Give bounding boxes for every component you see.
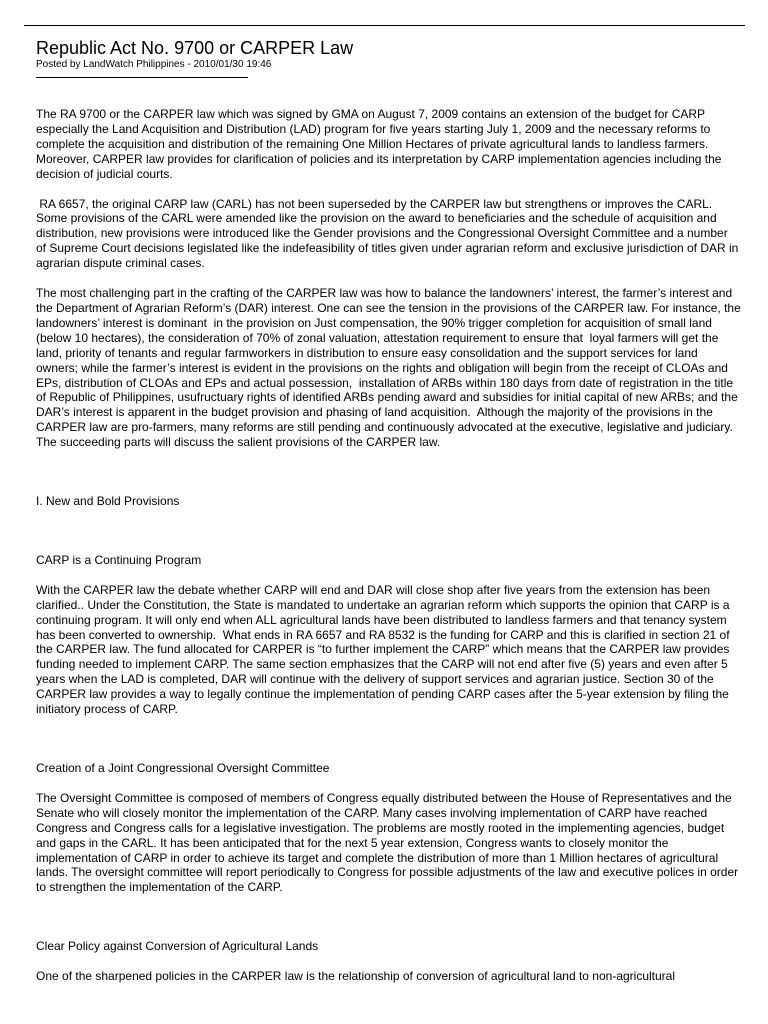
- section-body-continuing-program: With the CARPER law the debate whether CARP will end and DAR will close shop after five years from the extension has been clarified.. Under the Constitution, the State is mandated to undertake an agrarian reform which supports the opinion that CARP is a continuing program. It will only end when ALL agricultural lands have been distributed to landless farmers and that tenancy system has been converted to ownership. What ends in RA 6657 and RA 8532 is the funding for CARP and this is clarified in section 21 of the CARPER law. The fund allocated for CARPER is “to further implement the CARP” which means that the CARPER law provides funding needed to implement CARP. The same section emphasizes that the CARP will not end after five (5) years and even after 5 years when the LAD is completed, DAR will continue with the delivery of support services and agrarian justice. Section 30 of the CARPER law provides a way to legally continue the implementation of pending CARP cases after the 5-year extension by filing the initiatory process of CARP.: [36, 582, 733, 717]
- part-heading: I. New and Bold Provisions: [36, 494, 180, 509]
- article-byline: Posted by LandWatch Philippines - 2010/01/30 19:46: [36, 59, 272, 70]
- top-rule: [24, 25, 745, 26]
- section-heading-conversion-policy: Clear Policy against Conversion of Agricultural Lands: [36, 939, 319, 954]
- section-body-conversion-policy: One of the sharpened policies in the CARPER law is the relationship of conversion of agricultural land to non-agricultural: [36, 969, 676, 984]
- section-body-oversight-committee: The Oversight Committee is composed of members of Congress equally distributed between the House of Representatives and the Senate who will closely monitor the implementation of the CARP. Many cases involving implementation of CARP have reached Congress and Congress calls for a legislative investigation. The problems are mostly rooted in the implementing agencies, budget and gaps in the CARL. It has been anticipated that for the next 5 year extension, Congress wants to closely monitor the implementation of CARP in order to achieve its target and complete the distribution of more than 1 Million hectares of agricultural lands. The oversight committee will report periodically to Congress for possible adjustments of the law and executive polices in order to strengthen the implementation of the CARP.: [36, 790, 742, 895]
- intro-paragraph-2: RA 6657, the original CARP law (CARL) has not been superseded by the CARPER law but strengthens or improves the CARL. Some provisions of the CARL were amended like the provision on the award to beneficiaries and the schedule of acquisition and distribution, new provisions were introduced like the Gender provisions and the Congressional Oversight Committee and a number of Supreme Court decisions legislated like the indefeasibility of titles given under agrarian reform and exclusive jurisdiction of DAR in agrarian dispute criminal cases.: [36, 196, 742, 271]
- section-heading-continuing-program: CARP is a Continuing Program: [36, 552, 202, 567]
- intro-paragraph-1: The RA 9700 or the CARPER law which was signed by GMA on August 7, 2009 contains an extension of the budget for CARP especially the Land Acquisition and Distribution (LAD) program for five years starting July 1, 2009 and the necessary reforms to complete the acquisition and distribution of the remaining One Million Hectares of private agricultural lands to landless farmers. Moreover, CARPER law provides for clarification of policies and its interpretation by CARP implementation agencies including the decision of judicial courts.: [36, 107, 725, 181]
- section-heading-oversight-committee: Creation of a Joint Congressional Oversight Committee: [36, 761, 330, 775]
- article-title: Republic Act No. 9700 or CARPER Law: [36, 38, 354, 58]
- intro-paragraph-3: The most challenging part in the crafting of the CARPER law was how to balance the landowners’ interest, the farmer’s interest and the Department of Agrarian Reform’s (DAR) interest. One can see the tension in the provisions of the CARPER law. For instance, the landowners’ interest is dominant in the provision on Just compensation, the 90% trigger completion for acquisition of small land (below 10 hectares), the consideration of 70% of zonal valuation, attestation requirement to ensure that loyal farmers will get the land, priority of tenants and regular farmworkers in distribution to ensure easy consolidation and the support services for land owners; while the farmer’s interest is evident in the provisions on the rights and obligation will begin from the receipt of CLOAs and EPs, distribution of CLOAs and EPs and actual possession, installation of ARBs within 180 days from date of registration in the title of Republic of Philippines, usufructuary rights of identified ARBs pending award and subsidies for initial capital of new ARBs; and the DAR’s interest is apparent in the budget provision and phasing of land acquisition. Although the majority of the provisions in the CARPER law are pro-farmers, many reforms are still pending and continuously advocated at the executive, legislative and judiciary. The succeeding parts will discuss the salient provisions of the CARPER law.: [36, 286, 745, 450]
- document-page: [36, 38, 745, 984]
